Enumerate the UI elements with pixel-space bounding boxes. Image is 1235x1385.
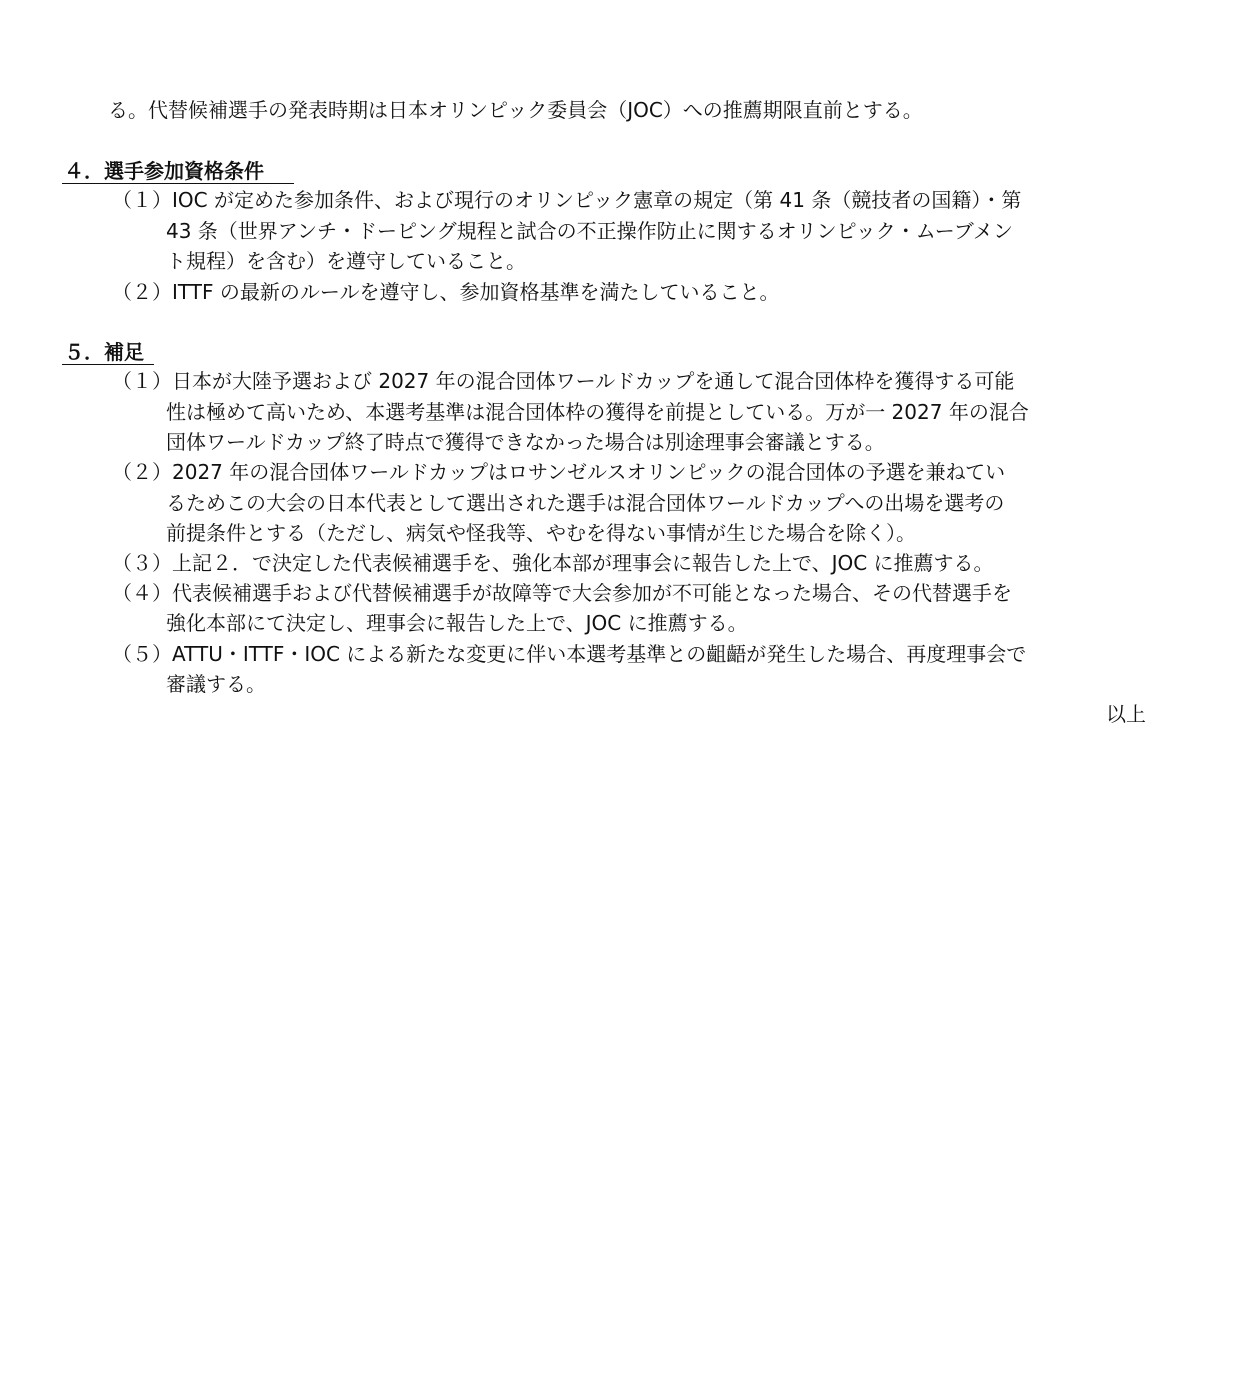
section4-item1-line2: 43 条（世界アンチ・ドーピング規程と試合の不正操作防止に関するオリンピック・ムーブメン [166, 219, 1014, 243]
section5-item4-line1: （４）代表候補選手および代替候補選手が故障等で大会参加が不可能となった場合、その代替選手を [112, 581, 1012, 605]
section4-item1-line3: ト規程）を含む）を遵守していること。 [166, 249, 526, 273]
continuation-line: る。代替候補選手の発表時期は日本オリンピック委員会（JOC）への推薦期限直前とする。 [108, 98, 923, 122]
section4-heading-underline [62, 183, 294, 184]
section5-item2-line2: るためこの大会の日本代表として選出された選手は混合団体ワールドカップへの出場を選考の [166, 491, 1005, 515]
section5-heading-underline [62, 364, 154, 365]
section5-item4-line2: 強化本部にて決定し、理事会に報告した上で、JOC に推薦する。 [166, 611, 748, 635]
section5-item2-line3: 前提条件とする（ただし、病気や怪我等、やむを得ない事情が生じた場合を除く）。 [166, 521, 916, 545]
section4-heading: ４．選手参加資格条件 [64, 159, 264, 183]
section5-item1-line3: 団体ワールドカップ終了時点で獲得できなかった場合は別途理事会審議とする。 [166, 430, 885, 454]
section5-item1-line2: 性は極めて高いため、本選考基準は混合団体枠の獲得を前提としている。万が一 2027 年の混合 [166, 400, 1029, 424]
section5-item3-line1: （３）上記２．で決定した代表候補選手を、強化本部が理事会に報告した上で、JOC に推薦する。 [112, 551, 994, 575]
section5-item1-line1: （１）日本が大陸予選および 2027 年の混合団体ワールドカップを通して混合団体枠を獲得する可能 [112, 369, 1015, 393]
section5-item2-line1: （２）2027 年の混合団体ワールドカップはロサンゼルスオリンピックの混合団体の予選を兼ねてい [112, 460, 1006, 484]
section5-item5-line1: （５）ATTU・ITTF・IOC による新たな変更に伴い本選考基準との齟齬が発生した場合、再度理事会で [112, 642, 1027, 666]
section5-item5-line2: 審議する。 [166, 672, 266, 696]
section4-item2-line1: （２）ITTF の最新のルールを遵守し、参加資格基準を満たしていること。 [112, 280, 780, 304]
closing-text: 以上 [1106, 702, 1146, 726]
section4-item1-line1: （１）IOC が定めた参加条件、および現行のオリンピック憲章の規定（第 41 条（競技者の国籍）・第 [112, 188, 1022, 212]
section5-heading: ５．補足 [64, 340, 144, 364]
